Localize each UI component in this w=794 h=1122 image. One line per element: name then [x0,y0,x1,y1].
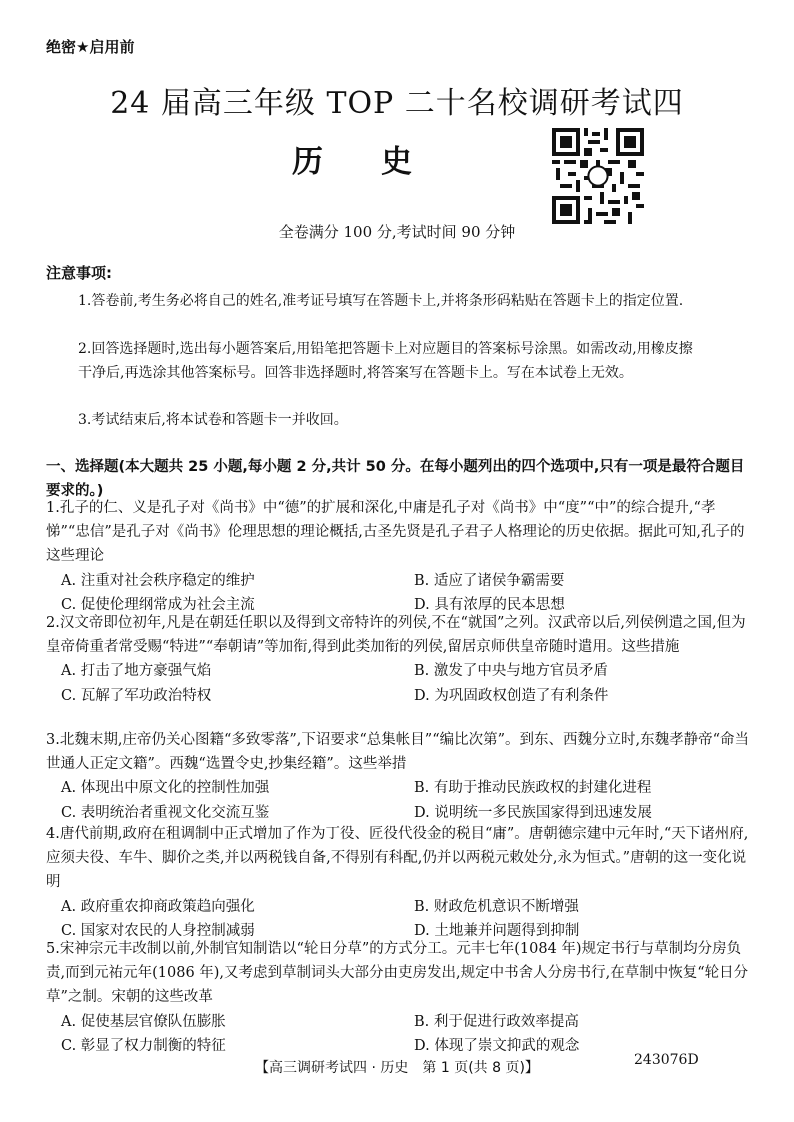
notice-item: 1.答卷前,考生务必将自己的姓名,准考证号填写在答题卡上,并将条形码粘贴在答题卡上的指定位置. [78,293,684,309]
option-b: B. 有助于推动民族政权的封建化进程 [414,780,652,797]
option-c: C. 国家对农民的人身控制减弱 [61,922,255,939]
page-footer: 【高三调研考试四 · 历史 第 1 页(共 8 页)】 [255,1060,539,1076]
option-a: A. 注重对社会秩序稳定的维护 [61,572,255,589]
question-stem: 1.孔子的仁、义是孔子对《尚书》中“德”的扩展和深化,中庸是孔子对《尚书》中“度”“中”的综合提升,“孝悌”“忠信”是孔子对《尚书》伦理思想的理论概括,古圣先贤是孔子君子人格理论的历史依据。据此可知,孔子的这些理论 [46,500,745,565]
question-stem: 3.北魏末期,庄帝仍关心图籍“多致零落”,下诏要求“总集帐目”“编比次第”。到东、西魏分立时,东魏孝静帝“命当世通人正定文籍”。西魏“选置令史,抄集经籍”。这些举措 [46,732,750,773]
confidential-label: 绝密★启用前 [46,38,135,56]
option-a: A. 打击了地方豪强气焰 [61,663,212,680]
option-a: A. 促使基层官僚队伍膨胀 [61,1013,226,1030]
option-c: C. 促使伦理纲常成为社会主流 [61,596,255,613]
option-c: C. 表明统治者重视文化交流互鉴 [61,804,270,821]
option-c: C. 彰显了权力制衡的特征 [61,1037,226,1054]
option-a: A. 体现出中原文化的控制性加强 [61,780,270,797]
exam-title: 24 届高三年级 TOP 二十名校调研考试四 [110,86,684,121]
option-b: B. 适应了诸侯争霸需要 [414,572,565,589]
notice-heading: 注意事项: [46,264,112,282]
subject-title: 历史 [292,144,470,180]
question-5 [46,937,758,1058]
question-4 [46,822,758,943]
option-c: C. 瓦解了军功政治特权 [61,687,212,704]
option-d: D. 土地兼并问题得到抑制 [414,922,580,939]
question-stem: 5.宋神宗元丰改制以前,外制官知制诰以“轮日分草”的方式分工。元丰七年(1084 年)规定书行与草制均分房负责,而到元祐元年(1086 年),又考虑到草制词头大部分由吏房发出,规定中书舍人分房书行,在草制中恢复“轮日分草”之制。宋朝的这些改革 [46,941,749,1006]
exam-code: 243076D [634,1052,699,1068]
full-score-note: 全卷满分 100 分,考试时间 90 分钟 [278,223,516,241]
question-3 [46,728,758,825]
qr-code-icon [552,128,644,224]
question-stem: 4.唐代前期,政府在租调制中正式增加了作为丁役、匠役代役金的税目“庸”。唐朝德宗建中元年时,“天下诸州府,应须夫役、车牛、脚价之类,并以两税钱自备,不得别有科配,仍并以两税元敕处分,永为恒式。”唐朝的这一变化说明 [46,826,749,891]
option-d: D. 为巩固政权创造了有利条件 [414,687,609,704]
option-b: B. 财政危机意识不断增强 [414,898,579,915]
option-b: B. 激发了中央与地方官员矛盾 [414,663,608,680]
notice-item: 2.回答选择题时,选出每小题答案后,用铅笔把答题卡上对应题目的答案标号涂黑。如需改动,用橡皮擦干净后,再选涂其他答案标号。回答非选择题时,将答案写在答题卡上。写在本试卷上无效。 [78,341,693,381]
option-d: D. 说明统一多民族国家得到迅速发展 [414,804,652,821]
question-2 [46,611,758,708]
question-1 [46,496,758,617]
section-heading: 一、选择题(本大题共 25 小题,每小题 2 分,共计 50 分。在每小题列出的四个选项中,只有一项是最符合题目要求的。) [46,459,745,499]
question-stem: 2.汉文帝即位初年,凡是在朝廷任职以及得到文帝特许的列侯,不在“就国”之列。汉武帝以后,列侯例遣之国,但为皇帝倚重者常受赐“特进”“奉朝请”等加衔,得到此类加衔的列侯,留居京师供皇帝随时遣用。这些措施 [46,615,746,656]
notice-item: 3.考试结束后,将本试卷和答题卡一并收回。 [78,412,348,428]
option-d: D. 具有浓厚的民本思想 [414,596,565,613]
option-b: B. 利于促进行政效率提高 [414,1013,579,1030]
option-a: A. 政府重农抑商政策趋向强化 [61,898,255,915]
option-d: D. 体现了崇文抑武的观念 [414,1037,580,1054]
